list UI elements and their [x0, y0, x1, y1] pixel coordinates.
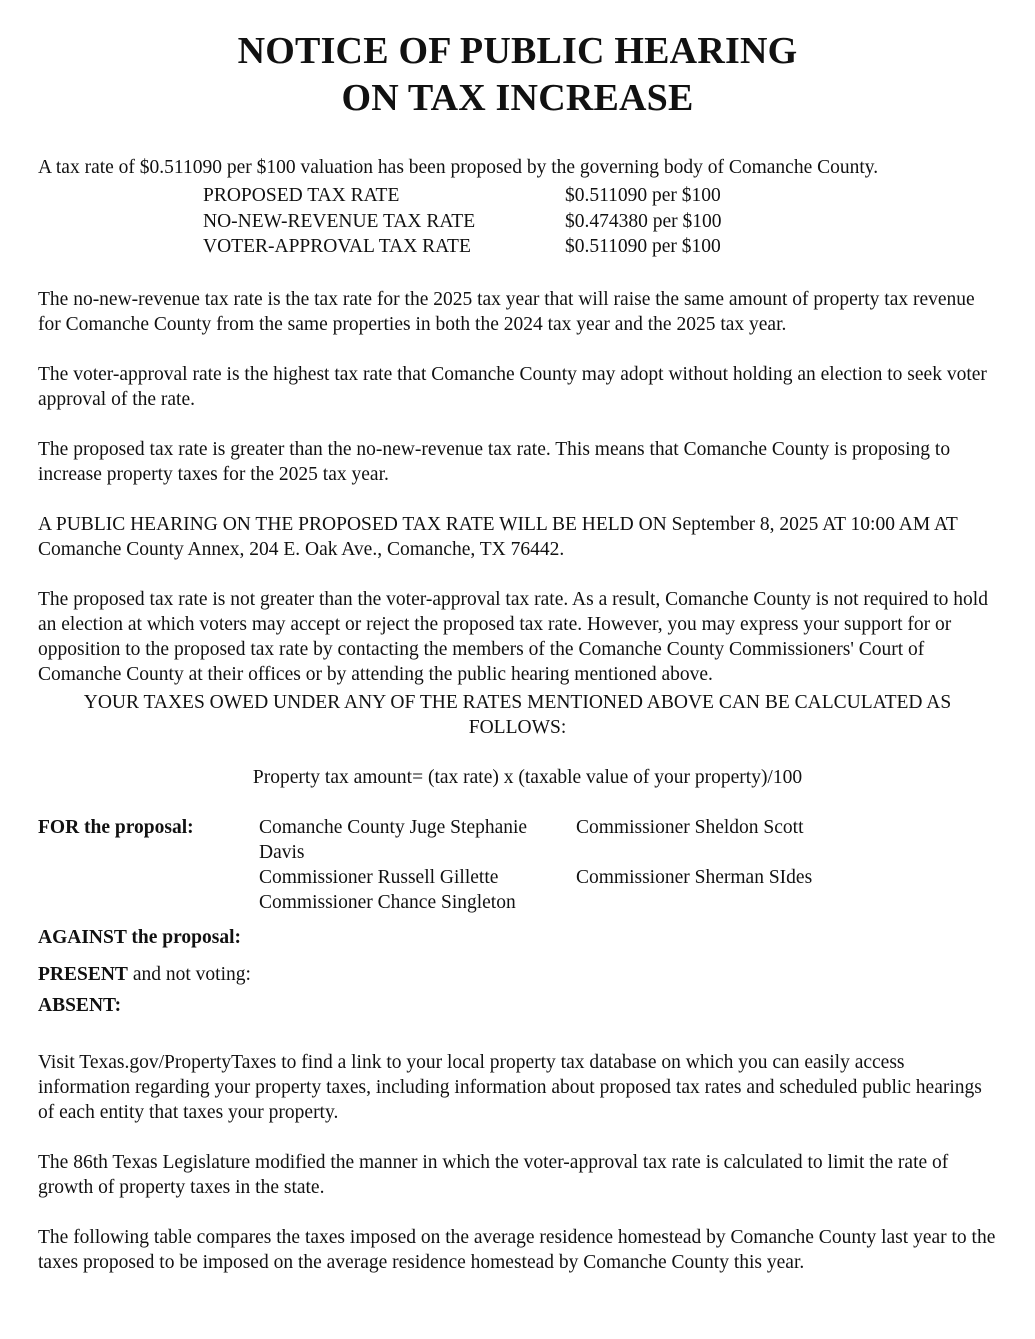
rate-label: VOTER-APPROVAL TAX RATE [203, 236, 471, 257]
visit-website-paragraph: Visit Texas.gov/PropertyTaxes to find a link to your local property tax database on which you can easily access information regarding your property taxes, including information about proposed tax rates and scheduled public hearings of each entity that taxes your property. [38, 1051, 982, 1123]
rate-value: $0.511090 per $100 [565, 236, 721, 257]
voter-name: Comanche County Juge Stephanie Davis [259, 816, 528, 863]
rate-greater-paragraph: The proposed tax rate is greater than the no-new-revenue tax rate. This means that Comanche County is proposing to increase property taxes for the 2025 tax year. [38, 438, 951, 485]
for-voters-column-1 [259, 815, 576, 915]
vote-section [38, 815, 997, 915]
intro-paragraph: A tax rate of $0.511090 per $100 valuation has been proposed by the governing body of Comanche County. [38, 157, 879, 178]
for-voters-column-2 [576, 815, 997, 915]
title-line-2: ON TAX INCREASE [341, 77, 694, 119]
legislature-paragraph: The 86th Texas Legislature modified the manner in which the voter-approval tax rate is calculated to limit the rate of growth of property taxes in the state. [38, 1151, 949, 1198]
tax-formula: Property tax amount= (tax rate) x (taxable value of your property)/100 [252, 766, 803, 788]
against-proposal-label: AGAINST the proposal: [38, 926, 241, 948]
notice-title [38, 0, 997, 122]
voter-name: Commissioner Chance Singleton [259, 891, 516, 913]
rate-label: PROPOSED TAX RATE [203, 185, 400, 206]
voter-approval-paragraph: The voter-approval rate is the highest tax rate that Comanche County may adopt without holding an election to seek voter approval of the rate. [38, 363, 987, 410]
rate-value: $0.474380 per $100 [565, 210, 722, 232]
calculation-heading: YOUR TAXES OWED UNDER ANY OF THE RATES MENTIONED ABOVE CAN BE CALCULATED AS FOLLOWS: [83, 691, 952, 738]
rate-row-no-new-revenue [203, 209, 997, 235]
for-proposal-label: FOR the proposal: [38, 816, 194, 838]
title-line-1: NOTICE OF PUBLIC HEARING [237, 30, 798, 72]
no-new-revenue-paragraph: The no-new-revenue tax rate is the tax rate for the 2025 tax year that will raise the same amount of property tax revenue for Comanche County from the same properties in both the 2024 tax year and the 2025 tax year. [38, 288, 975, 335]
rate-value: $0.511090 per $100 [565, 185, 721, 206]
rate-row-proposed [203, 183, 997, 209]
rate-row-voter-approval [203, 234, 997, 260]
table-intro-paragraph: The following table compares the taxes imposed on the average residence homestead by Comanche County last year to the taxes proposed to be imposed on the average residence homestead by Comanche County this year. [38, 1226, 996, 1273]
voter-name: Commissioner Sheldon Scott [576, 816, 804, 838]
voter-name: Commissioner Russell Gillette [259, 866, 499, 888]
rate-label: NO-NEW-REVENUE TAX RATE [203, 210, 476, 232]
voter-name: Commissioner Sherman SIdes [576, 866, 813, 888]
present-not-voting-label: PRESENT and not voting: [38, 963, 251, 985]
not-greater-paragraph: The proposed tax rate is not greater than the voter-approval tax rate. As a result, Comanche County is not required to hold an election at which voters may accept or reject the proposed tax rate. However, you may express your support for or opposition to the proposed tax rate by contacting the members of the Comanche County Commissioners' Court of Comanche County at their offices or by attending the public hearing mentioned above. [38, 588, 988, 685]
tax-rate-list [203, 183, 997, 260]
public-hearing-paragraph: A PUBLIC HEARING ON THE PROPOSED TAX RATE WILL BE HELD ON September 8, 2025 AT 10:00 AM AT Comanche County Annex, 204 E. Oak Ave., Comanche, TX 76442. [38, 513, 958, 560]
absent-label: ABSENT: [38, 994, 122, 1016]
